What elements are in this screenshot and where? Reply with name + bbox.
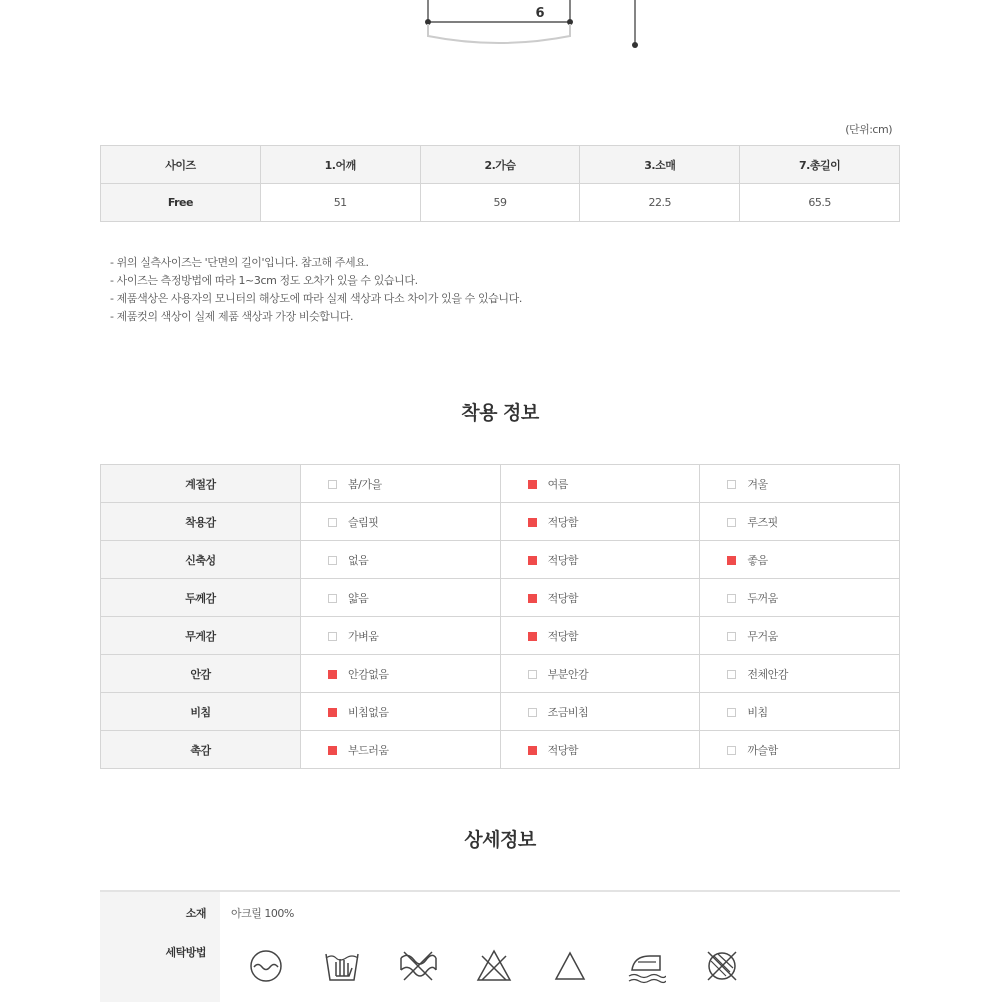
unchecked-box-icon: [328, 480, 337, 489]
checked-box-icon: [528, 594, 537, 603]
fit-option-label: 슬림핏: [348, 515, 379, 529]
fit-row-label: 착용감: [101, 503, 301, 541]
size-value-cell: 59: [420, 184, 580, 222]
fit-option-label: 까슬함: [747, 743, 778, 757]
size-value-cell: 65.5: [740, 184, 900, 222]
fit-option-label: 비침없음: [348, 705, 389, 719]
fit-row-label: 두께감: [101, 579, 301, 617]
fit-option-label: 겨울: [747, 477, 768, 491]
diagram-hem: [428, 24, 570, 43]
unchecked-box-icon: [328, 556, 337, 565]
bleach-icon: [550, 948, 590, 984]
diagram-point: [632, 42, 638, 48]
fit-option-label: 좋음: [747, 553, 768, 567]
size-notes: [110, 254, 522, 326]
note-item: - 위의 실측사이즈는 '단면의 길이'입니다. 참고해 주세요.: [110, 256, 369, 269]
unchecked-box-icon: [528, 708, 537, 717]
fit-option: [700, 731, 900, 769]
fit-option-label: 봄/가을: [348, 477, 382, 491]
fit-option-label: 적당함: [547, 743, 579, 757]
fit-option: [700, 617, 900, 655]
fit-option: [301, 693, 501, 731]
fit-option-label: 적당함: [547, 553, 579, 567]
unchecked-box-icon: [727, 670, 736, 679]
fit-option-label: 부분안감: [547, 667, 589, 681]
fit-option: [301, 579, 501, 617]
fit-option: [700, 541, 900, 579]
checked-box-icon: [528, 518, 537, 527]
checked-box-icon: [328, 708, 337, 717]
note-item: - 제품컷의 색상이 실제 제품 색상과 가장 비슷합니다.: [110, 310, 354, 323]
fit-option: [500, 541, 700, 579]
fit-row-label: 비침: [101, 693, 301, 731]
fit-option: [700, 465, 900, 503]
unchecked-box-icon: [328, 632, 337, 641]
size-header-cell: 3.소매: [580, 146, 740, 184]
fit-option: [301, 465, 501, 503]
fit-option: [500, 731, 700, 769]
detail-info-title: 상세정보: [464, 829, 536, 851]
fit-row-label: 계절감: [101, 465, 301, 503]
fit-row: [101, 655, 900, 693]
detail-info-panel: [100, 890, 900, 1002]
fit-option: [301, 731, 501, 769]
fit-option: [700, 655, 900, 693]
fit-option: [301, 503, 501, 541]
fit-row-label: 안감: [101, 655, 301, 693]
size-table-row: [101, 184, 900, 222]
dry-clean-icon: [246, 948, 286, 984]
fit-option: [700, 693, 900, 731]
iron-icon: [626, 948, 666, 984]
fit-option-label: 안감없음: [348, 667, 389, 681]
unchecked-box-icon: [727, 594, 736, 603]
fit-row-label: 신축성: [101, 541, 301, 579]
checked-box-icon: [528, 746, 537, 755]
size-header-cell: 7.총길이: [740, 146, 900, 184]
diagram-label-6: 6: [535, 6, 545, 21]
fit-row: [101, 579, 900, 617]
fit-option-label: 루즈핏: [747, 515, 778, 529]
fit-option-label: 비침: [747, 705, 768, 719]
no-bleach-icon: [474, 948, 514, 984]
size-value-cell: 51: [260, 184, 420, 222]
size-value-cell: 22.5: [580, 184, 740, 222]
fit-option-label: 조금비침: [547, 705, 589, 719]
fit-option: [500, 503, 700, 541]
unchecked-box-icon: [727, 480, 736, 489]
checked-box-icon: [528, 480, 537, 489]
size-diagram: [0, 0, 1000, 60]
fit-option: [500, 693, 700, 731]
fit-row-label: 촉감: [101, 731, 301, 769]
unchecked-box-icon: [328, 594, 337, 603]
checked-box-icon: [328, 746, 337, 755]
unchecked-box-icon: [727, 518, 736, 527]
fit-row: [101, 617, 900, 655]
material-value: 아크릴 100%: [231, 907, 294, 920]
fit-option-label: 부드러움: [348, 743, 389, 757]
fit-row: [101, 693, 900, 731]
fit-option-label: 여름: [547, 477, 568, 491]
size-table-header-row: [101, 146, 900, 184]
fit-option: [500, 655, 700, 693]
unchecked-box-icon: [727, 708, 736, 717]
size-header-cell: 1.어깨: [260, 146, 420, 184]
unchecked-box-icon: [727, 632, 736, 641]
size-header-cell: 사이즈: [101, 146, 261, 184]
fit-row-label: 무게감: [101, 617, 301, 655]
size-header-cell: 2.가슴: [420, 146, 580, 184]
fit-option-label: 전체안감: [747, 667, 788, 681]
fit-row: [101, 503, 900, 541]
fit-row: [101, 541, 900, 579]
fit-row: [101, 465, 900, 503]
fit-option-label: 얇음: [348, 591, 369, 605]
note-item: - 제품색상은 사용자의 모니터의 해상도에 따라 실제 색상과 다소 차이가 있을 수 있습니다.: [110, 292, 522, 305]
fit-option: [301, 541, 501, 579]
fit-option-label: 무거움: [747, 629, 778, 643]
unchecked-box-icon: [328, 518, 337, 527]
fit-option: [500, 617, 700, 655]
fit-option: [700, 579, 900, 617]
hand-wash-icon: [322, 948, 362, 984]
fit-row: [101, 731, 900, 769]
fit-option-label: 적당함: [547, 591, 579, 605]
material-label: 소재: [185, 907, 206, 920]
note-item: - 사이즈는 측정방법에 따라 1~3cm 정도 오차가 있을 수 있습니다.: [110, 274, 418, 287]
unchecked-box-icon: [528, 670, 537, 679]
fit-option: [301, 617, 501, 655]
fit-info-table: [100, 464, 900, 769]
fit-option: [500, 579, 700, 617]
unchecked-box-icon: [727, 746, 736, 755]
size-name-cell: Free: [101, 184, 261, 222]
fit-option-label: 적당함: [547, 515, 579, 529]
no-machine-wash-icon: [398, 948, 438, 984]
fit-option: [500, 465, 700, 503]
fit-option-label: 없음: [348, 553, 369, 567]
fit-option-label: 적당함: [547, 629, 579, 643]
unit-note: (단위:cm): [845, 123, 892, 136]
fit-option: [700, 503, 900, 541]
washing-label: 세탁방법: [165, 946, 206, 959]
checked-box-icon: [328, 670, 337, 679]
size-table: [100, 145, 900, 222]
checked-box-icon: [528, 556, 537, 565]
checked-box-icon: [528, 632, 537, 641]
no-tumble-dry-icon: [702, 948, 742, 984]
fit-option-label: 두꺼움: [747, 591, 778, 605]
fit-option: [301, 655, 501, 693]
fit-info-title: 착용 정보: [461, 402, 539, 424]
fit-option-label: 가벼움: [348, 629, 379, 643]
checked-box-icon: [727, 556, 736, 565]
